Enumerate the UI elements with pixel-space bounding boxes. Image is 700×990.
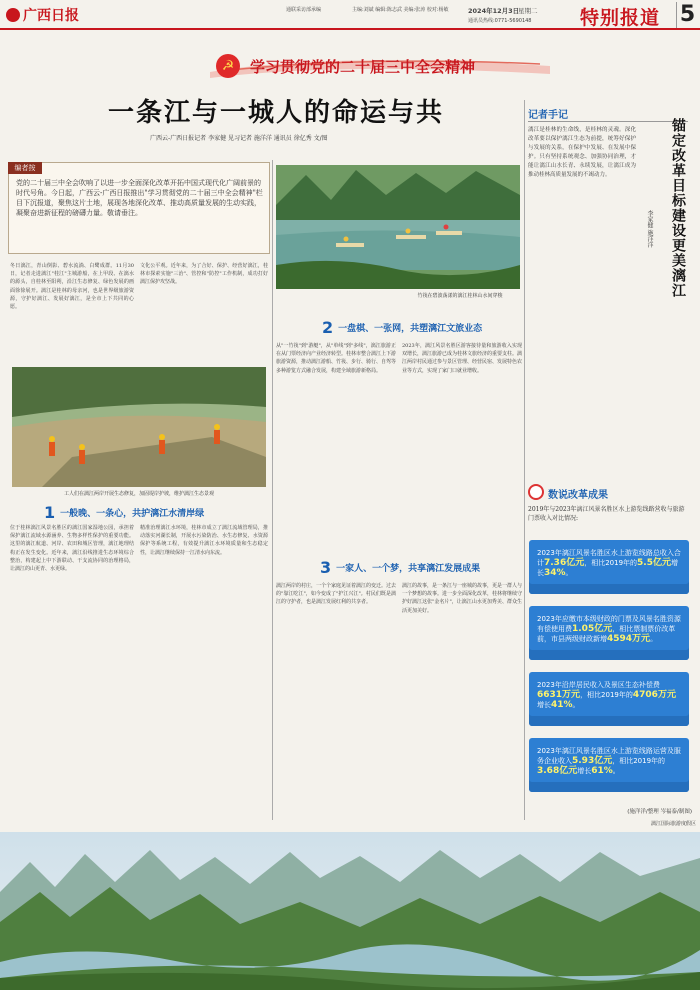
photo2-caption: 工人们在漓江两岸开展生态修复，加固堤岸护坡，维护漓江生态景观 [63, 491, 214, 497]
article-col1-lower: 位于桂林漓江风景名胜区的漓江国家湿地公园，承担着保护漓江流域水源涵养、生物多样性保护的重要功能。这里的漓江航道、河岸、农田和城区管理，漓江地理结构正在发生变化。近年来，漓江沿线推进生态环境综合整治，构建起上中下游联动、干支流协同的治理格局，让漓江的山更青、水更绿。 [10, 525, 134, 573]
data-box-intro: 2019年与2023年漓江风景名胜区水上游览线路营收与旅游门票收入对比情况: [528, 506, 685, 522]
headline: 一条江与一城人的命运与共 [108, 98, 445, 128]
notes-text: 漓江是桂林的生命线，是桂林的灵魂。深化改革要以保护漓江生态为前提，统筹好保护与发展的关系，在保护中发展、在发展中保护。只有坚持系统观念、加强协同治理，才能让漓江山水长青、永续发展，让漓江成为推动桂林高质量发展的不竭动力。 [528, 127, 636, 178]
column-divider [524, 100, 525, 820]
editor-note-label: 编者按 [8, 162, 42, 174]
masthead-weekday: 星期二 [518, 7, 538, 15]
article-col3-lower: 漓江两岸的村庄，一个个家庭见证着漓江的变迁。过去的"靠江吃江"，如今变成了"护江兴江"。村民们既是漓江的守护者，也是漓江发展红利的共享者。 [276, 583, 396, 606]
section-title: 特别报道 [580, 7, 661, 29]
notes-vertical-title: 锚定改革目标建设更美漓江 [670, 118, 686, 298]
section2-number: 2 [322, 317, 334, 337]
stat-card: 2023年漓江风景名胜区水上游览线路运营及服务企业收入5.93亿元，相比2019年的3.68亿元增长61%。 [529, 738, 689, 792]
section2-heading [322, 318, 522, 336]
paper-name: 广西日报 [23, 8, 79, 24]
masthead-contact: 通讯员热线:0771-5690148 [468, 18, 532, 24]
panorama-caption: 漓江国际旅游度假区 [650, 821, 696, 827]
section1-number: 1 [44, 502, 56, 522]
editor-note-text: 党的二十届三中全会吹响了以进一步全面深化改革开拓中国式现代化广阔前景的时代号角。今日起，广西云-广西日报推出"学习贯彻党的二十届三中全会精神"栏目下沉报道，聚焦这片土地，展现各地深化改革、推动高质量发展的生动实践，凝聚奋进新征程的磅礴力量。敬请垂注。 [16, 179, 263, 217]
notes-author: 李家健 施洋洋 [646, 210, 653, 248]
data-box-credit: (施洋洋/整理 岑福泰/制图) [627, 809, 692, 815]
page-number: 5 [676, 2, 698, 28]
section2-title: 一盘棋、一张网，共塑漓江文旅业态 [338, 323, 483, 334]
article-col4-lower: 漓江的故事，是一条江与一座城的故事，更是一群人与一个梦想的故事。进一步全面深化改革，桂林将继续守护好漓江这张"金名片"，让漓江山水更加秀美、群众生活更加美好。 [402, 583, 522, 614]
photo-workers-riverbank [12, 367, 266, 487]
banner-title: 学习贯彻党的二十届三中全会精神 [250, 58, 476, 76]
photo-river-rafts [276, 165, 520, 289]
section1-heading [44, 503, 274, 521]
stat-card: 2023年应缴市本级财政的门票及风景名胜资源有偿使用费1.05亿元，相比票制票价改革前，市县两级财政新增4594万元。 [529, 606, 689, 660]
section3-heading [320, 558, 520, 576]
article-col2-upper: 文化公平观。近年来，为了合好、保护、经营好漓江，桂林市探索实施"三治"、管控和"防控"工作机制，成功打好漓江保护攻坚战。 [140, 263, 268, 286]
section3-title: 一家人、一个梦，共享漓江发展成果 [336, 563, 481, 574]
column-divider [272, 160, 273, 820]
byline: 广西云-广西日报记者 李家健 见习记者 施洋洋 通讯员 徐亿秀 文/图 [150, 135, 328, 142]
masthead-editors: 主编:刘斌 编辑:陈志武 美编:张涛 校对:杨敏 [352, 7, 449, 13]
paper-logo [6, 4, 84, 26]
article-col4-upper: 2023年，漓江风景名胜区游客接待量和旅游收入实现双增长，漓江旅游已成为桂林文旅经济的重要支柱。漓江两岸村民通过参与景区管理、经营民宿、发展特色农业等方式，实现了家门口就业增收。 [402, 343, 522, 374]
masthead-dept: 通联采访部承编 [286, 7, 322, 13]
logo-mark-icon [6, 8, 20, 22]
stat-card: 2023年沿岸居民收入及景区生态补偿费6631万元，相比2019年的4706万元增长41%。 [529, 672, 689, 726]
article-col2-lower: 精准治理漓江水环境，桂林市成立了漓江流域管理局，推动落实河湖长制，开展水污染防治、水生态修复、水资源保护等系统工程，有效提升漓江水环境质量和生态稳定性，让漓江继续保持一江清水向东流。 [140, 525, 268, 556]
data-box-label: 数说改革成果 [548, 490, 608, 501]
party-emblem-icon: ☭ [216, 54, 240, 78]
article-col3-upper: 从"一竹筏"到"游艇"，从"单线"到"多线"，漓江旅游正在从门票经济向产业经济转型。桂林市整合漓江上下游旅游资源，推动漓江游船、竹筏、步行、骑行、自驾等多种游览方式融合发展，构建全域旅游新格局。 [276, 343, 396, 374]
masthead-date: 2024年12月3日 [468, 7, 520, 15]
article-col1-upper: 冬日漓江，青山倒影、碧水流淌、白鹭成群。11月30日，记者走进漓江"桂江"主城游船，在上甲段、在漓水的源头，自桂林至阳朔，沿江生态修复、绿色发展的画面徐徐展开。漓江是桂林的母亲河，也是世界级旅游资源，守护好漓江、发展好漓江，是全市上下共同的心愿。 [10, 263, 134, 311]
data-badge-icon [528, 484, 544, 500]
section1-title: 一般晚、一条心，共护漓江水清岸绿 [60, 508, 205, 519]
stat-card: 2023年漓江风景名胜区水上游览线路总收入合计7.36亿元，相比2019年的5.5亿元增长34%。 [529, 540, 689, 594]
photo1-caption: 竹筏在碧波荡漾的漓江桂林山水间穿梭 [417, 293, 503, 299]
notes-label: 记者手记 [528, 110, 568, 121]
photo-lijiang-panorama [0, 832, 700, 990]
section3-number: 3 [320, 557, 332, 577]
